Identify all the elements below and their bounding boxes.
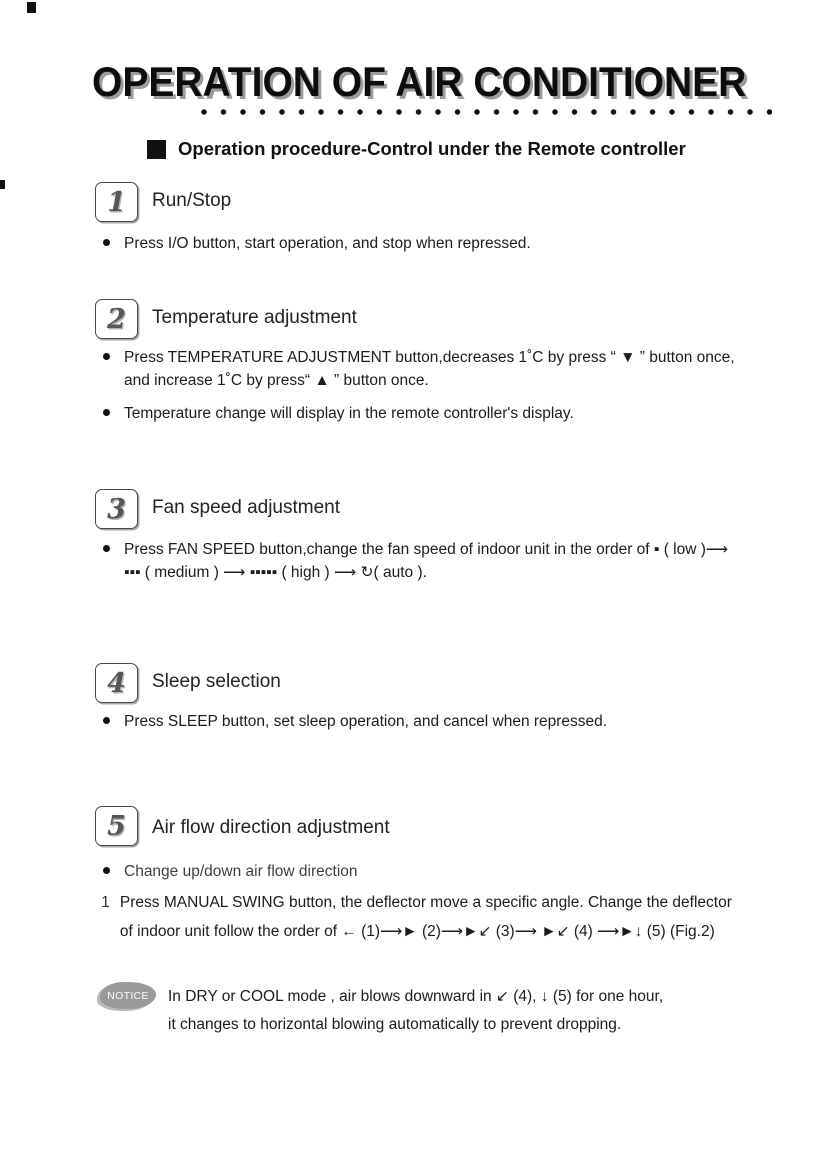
notice-line: In DRY or COOL mode , air blows downward in ↙ (4), ↓ (5) for one hour, (168, 988, 664, 1005)
bullet-item (103, 232, 798, 255)
section-heading-sleep: Sleep selection (152, 671, 281, 692)
bullet-item (103, 860, 798, 883)
notice-text (168, 983, 663, 1039)
notice-badge (100, 982, 156, 1009)
subtitle-row (147, 138, 686, 160)
bullet-item (103, 538, 798, 584)
bullet-line: Press TEMPERATURE ADJUSTMENT button,decreases 1˚C by press “ ▼ ” button once, (124, 349, 735, 366)
bullet-dot-icon (103, 545, 110, 552)
section-heading-fan-speed: Fan speed adjustment (152, 497, 341, 518)
section-heading-run-stop: Run/Stop (152, 190, 232, 211)
step-line: of indoor unit follow the order of ← (1)⟶► (2)⟶►↙ (3)⟶ ►↙ (4) ⟶►↓ (5) (Fig.2) (119, 923, 715, 940)
section-number-box-4 (95, 663, 138, 703)
bullet-line: Press SLEEP button, set sleep operation, and cancel when repressed. (124, 713, 608, 730)
notice-label: NOTICE (107, 989, 149, 1002)
bullet-dot-icon (103, 353, 110, 360)
numbered-step (101, 888, 808, 946)
step-line: Press MANUAL SWING button, the deflector move a specific angle. Change the deflector (119, 894, 732, 911)
bullet-dot-icon (103, 409, 110, 416)
section-number-3: 3 (107, 493, 126, 525)
section-number-box-3 (95, 489, 138, 529)
bullet-dot-icon (103, 239, 110, 246)
subtitle-text: Operation procedure-Control under the Remote controller (178, 138, 686, 159)
bullet-line: and increase 1˚C by press“ ▲ ” button once. (124, 372, 429, 389)
section-heading-air-flow: Air flow direction adjustment (152, 817, 390, 838)
bullet-dot-icon (103, 717, 110, 724)
bullet-item (103, 346, 798, 392)
bullet-line: Press I/O button, start operation, and stop when repressed. (124, 235, 531, 252)
step-marker: 1 (101, 894, 110, 911)
bullet-dot-icon (103, 867, 110, 874)
bullet-line: ▪▪▪ ( medium ) ⟶ ▪▪▪▪▪ ( high ) ⟶ ↻( auto ). (124, 564, 427, 581)
bullet-line: Change up/down air flow direction (124, 863, 358, 880)
dotted-separator (200, 108, 772, 116)
section-number-1: 1 (107, 186, 126, 218)
section-heading-temperature: Temperature adjustment (152, 307, 357, 328)
scan-artifact (27, 2, 36, 13)
scan-artifact (0, 180, 5, 189)
section-number-box-2 (95, 299, 138, 339)
bullet-item (103, 710, 798, 733)
bullet-line: Temperature change will display in the remote controller's display. (124, 405, 574, 422)
section-number-5: 5 (107, 810, 126, 842)
page-title: OPERATION OF AIR CONDITIONER (92, 60, 747, 106)
bullet-line: Press FAN SPEED button,change the fan speed of indoor unit in the order of ▪ ( low )⟶ (124, 541, 729, 558)
bullet-item (103, 402, 798, 425)
section-number-box-1 (95, 182, 138, 222)
section-number-4: 4 (107, 667, 126, 699)
section-number-2: 2 (107, 303, 126, 335)
notice-line: it changes to horizontal blowing automatically to prevent dropping. (168, 1016, 622, 1033)
square-bullet-icon (147, 140, 166, 159)
section-number-box-5 (95, 806, 138, 846)
